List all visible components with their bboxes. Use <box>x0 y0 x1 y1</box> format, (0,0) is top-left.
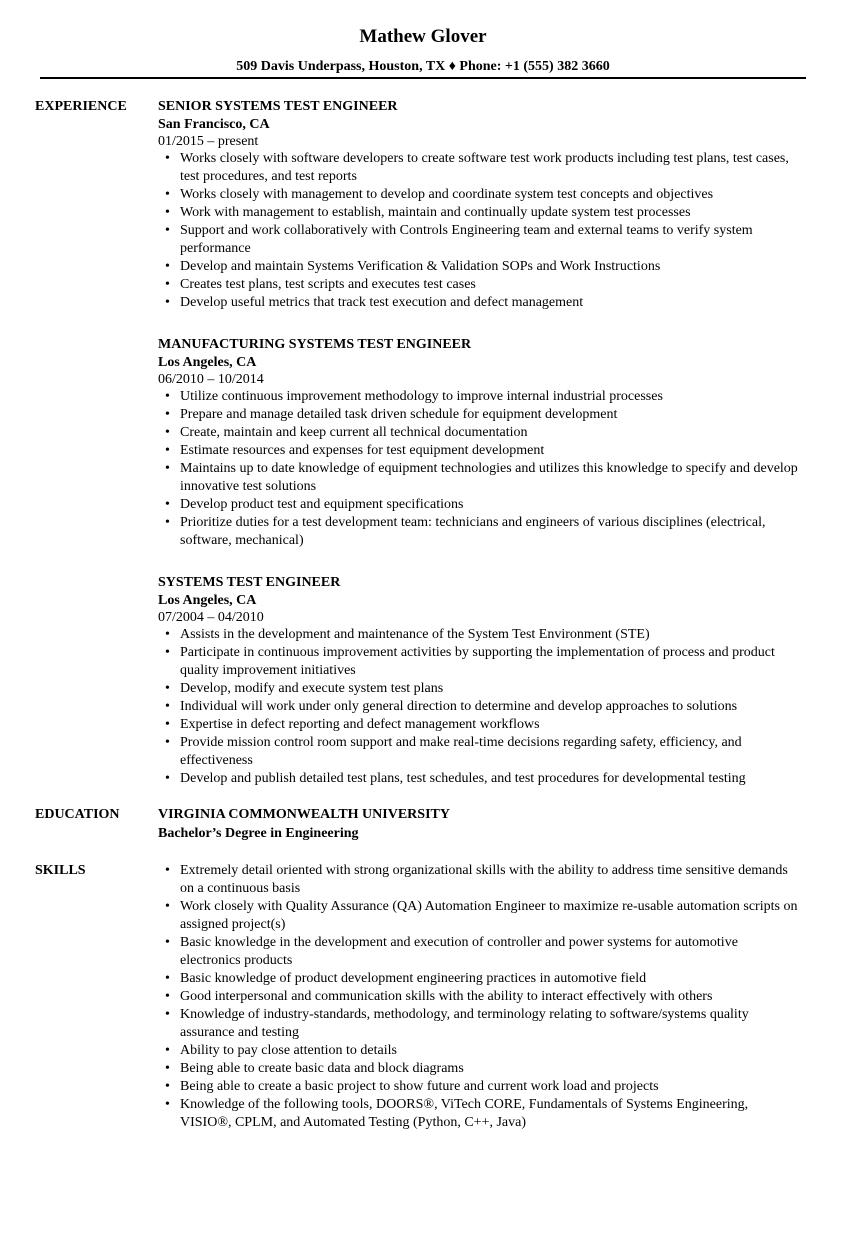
duty-item: • Prioritize duties for a test development team: technicians and engineers of various disciplines (electrical, software, mechanical) <box>158 514 800 550</box>
duty-item: • Develop and maintain Systems Verification & Validation SOPs and Work Instructions <box>158 258 800 276</box>
duty-item: • Develop and publish detailed test plans, test schedules, and test procedures for developmental testing <box>158 770 800 788</box>
resume-content <box>0 98 860 1132</box>
duty-item: • Develop, modify and execute system test plans <box>158 680 800 698</box>
contact-line: 509 Davis Underpass, Houston, TX ♦ Phone: +1 (555) 382 3660 <box>236 59 610 74</box>
skill-item: • Basic knowledge of product development engineering practices in automotive field <box>158 970 800 988</box>
experience-section <box>0 98 860 806</box>
duty-item: • Support and work collaboratively with Controls Engineering team and external teams to verify system performance <box>158 222 800 258</box>
education-body <box>158 806 800 844</box>
skill-item: • Knowledge of industry-standards, methodology, and terminology relating to software/systems quality assurance and testing <box>158 1006 800 1042</box>
job-title: SYSTEMS TEST ENGINEER <box>158 575 341 590</box>
skills-heading: SKILLS <box>35 863 86 878</box>
duty-item: • Assists in the development and maintenance of the System Test Environment (STE) <box>158 626 800 644</box>
duty-item: • Prepare and manage detailed task driven schedule for equipment development <box>158 406 800 424</box>
job-dates: 06/2010 – 10/2014 <box>158 372 264 387</box>
duty-item: • Work with management to establish, maintain and continually update system test processes <box>158 204 800 222</box>
skill-item: • Work closely with Quality Assurance (QA) Automation Engineer to maximize re-usable automation scripts on assigned project(s) <box>158 898 800 934</box>
skill-item: • Ability to pay close attention to details <box>158 1042 800 1060</box>
job-entry <box>158 98 800 312</box>
duty-item: • Provide mission control room support and make real-time decisions regarding safety, efficiency, and effectiveness <box>158 734 800 770</box>
duty-item: • Maintains up to date knowledge of equipment technologies and utilizes this knowledge to specify and develop innovative test solutions <box>158 460 800 496</box>
duty-item: • Individual will work under only general direction to determine and develop approaches to solutions <box>158 698 800 716</box>
duty-item: • Create, maintain and keep current all technical documentation <box>158 424 800 442</box>
duty-item: • Participate in continuous improvement activities by supporting the implementation of process and product quality improvement initiatives <box>158 644 800 680</box>
school-name: VIRGINIA COMMONWEALTH UNIVERSITY <box>158 807 450 822</box>
job-entry <box>158 336 800 550</box>
job-dates: 01/2015 – present <box>158 134 259 149</box>
job-location: San Francisco, CA <box>158 117 270 132</box>
skill-item: • Good interpersonal and communication skills with the ability to interact effectively with others <box>158 988 800 1006</box>
skills-list <box>158 862 800 1132</box>
duty-item: • Utilize continuous improvement methodology to improve internal industrial processes <box>158 388 800 406</box>
skill-item: • Extremely detail oriented with strong organizational skills with the ability to address time sensitive demands on a continuous basis <box>158 862 800 898</box>
education-heading: EDUCATION <box>35 807 120 822</box>
duty-item: • Works closely with management to develop and coordinate system test concepts and objectives <box>158 186 800 204</box>
job-location: Los Angeles, CA <box>158 593 257 608</box>
duty-item: • Estimate resources and expenses for test equipment development <box>158 442 800 460</box>
experience-body <box>158 98 800 788</box>
job-title: MANUFACTURING SYSTEMS TEST ENGINEER <box>158 337 472 352</box>
skill-item: • Basic knowledge in the development and execution of controller and power systems for automotive electronics products <box>158 934 800 970</box>
duty-item: • Expertise in defect reporting and defect management workflows <box>158 716 800 734</box>
skills-body <box>158 862 800 1132</box>
skill-item: • Being able to create a basic project to show future and current work load and projects <box>158 1078 800 1096</box>
header-divider <box>40 77 806 79</box>
skills-section <box>0 862 860 1132</box>
experience-heading: EXPERIENCE <box>35 99 127 114</box>
education-section <box>0 806 860 862</box>
degree: Bachelor’s Degree in Engineering <box>158 826 359 841</box>
duty-item: • Develop useful metrics that track test execution and defect management <box>158 294 800 312</box>
candidate-name: Mathew Glover <box>359 26 487 47</box>
job-entry <box>158 574 800 788</box>
skill-item: • Knowledge of the following tools, DOORS®, ViTech CORE, Fundamentals of Systems Engineering, VISIO®, CPLM, and Automated Testing (Python, C++, Java) <box>158 1096 800 1132</box>
job-location: Los Angeles, CA <box>158 355 257 370</box>
job-duties <box>158 626 800 788</box>
job-duties <box>158 388 800 550</box>
skill-item: • Being able to create basic data and block diagrams <box>158 1060 800 1078</box>
job-duties <box>158 150 800 312</box>
duty-item: • Develop product test and equipment specifications <box>158 496 800 514</box>
job-dates: 07/2004 – 04/2010 <box>158 610 264 625</box>
duty-item: • Works closely with software developers to create software test work products including test plans, test cases, test procedures, and test reports <box>158 150 800 186</box>
job-title: SENIOR SYSTEMS TEST ENGINEER <box>158 99 398 114</box>
duty-item: • Creates test plans, test scripts and executes test cases <box>158 276 800 294</box>
